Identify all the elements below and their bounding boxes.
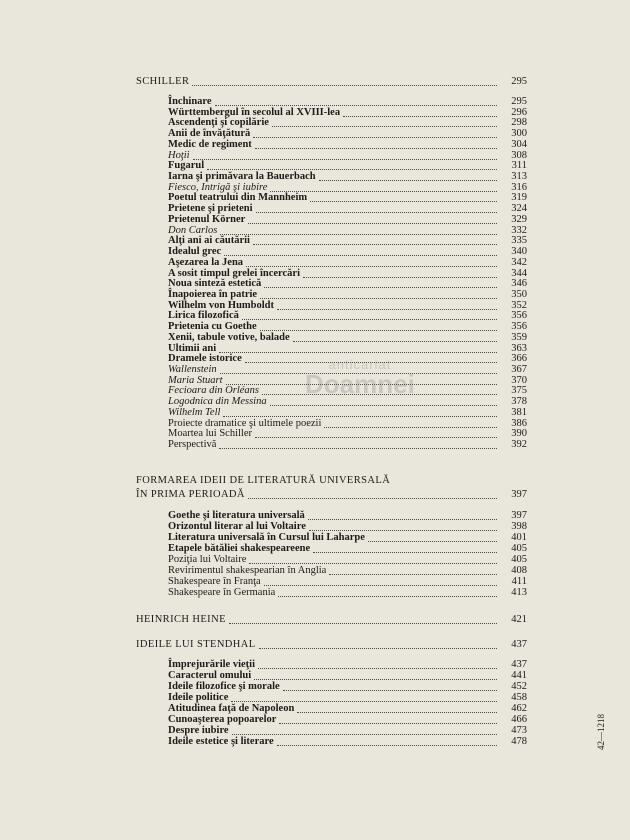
toc-entry-title: Cunoaşterea popoarelor (168, 714, 277, 725)
toc-entry-page: 313 (511, 171, 527, 182)
toc-entry-page: 411 (511, 576, 527, 587)
watermark-line1: anticariat (328, 357, 392, 372)
toc-entry-page: 311 (511, 160, 527, 171)
toc-entry-page: 397 (511, 510, 527, 521)
toc-entry-title: Idealul grec (168, 246, 222, 257)
toc-entry-page: 356 (511, 321, 527, 332)
toc-entry-title: Proiecte dramatice şi ultimele poezii (168, 418, 322, 429)
dot-leader (224, 255, 497, 256)
toc-entry-title: Ultimii ani (168, 343, 217, 354)
toc-entry-title: Fiesco, Intrigă şi iubire (168, 182, 268, 193)
toc-entry-title: Hoţii (168, 150, 190, 161)
toc-entry-page: 408 (511, 565, 527, 576)
toc-entry-page: 390 (511, 428, 527, 439)
toc-entry-title: Prietenia cu Goethe (168, 321, 257, 332)
toc-entry-page: 392 (511, 439, 527, 450)
section-title: FORMAREA IDEII DE LITERATURĂ UNIVERSALĂ (136, 475, 391, 486)
toc-entry-title: Noua sinteză estetică (168, 278, 262, 289)
dot-leader (207, 169, 497, 170)
dot-leader (279, 723, 497, 724)
toc-entry-page: 296 (511, 107, 527, 118)
toc-entry-page: 352 (511, 300, 527, 311)
toc-entry-title: Württembergul în secolul al XVIII-lea (168, 107, 341, 118)
dot-leader (343, 116, 497, 117)
dot-leader (246, 266, 497, 267)
toc-entry-title: Anii de învăţătură (168, 128, 251, 139)
dot-leader (260, 330, 497, 331)
toc-entry-title: Shakespeare în Germania (168, 587, 276, 598)
toc-entry-page: 359 (511, 332, 527, 343)
toc-entry-page: 405 (511, 543, 527, 554)
section-page-number: 295 (511, 76, 527, 87)
toc-entry-title: Despre iubire (168, 725, 229, 736)
toc-entry-page: 441 (511, 670, 527, 681)
toc-entry-title: A sosit timpul grelei încercări (168, 268, 301, 279)
toc-entry-title: Aşezarea la Jena (168, 257, 244, 268)
toc-entry-page: 381 (511, 407, 527, 418)
dot-leader (219, 352, 497, 353)
toc-entry-page: 335 (511, 235, 527, 246)
toc-entry-page: 298 (511, 117, 527, 128)
toc-entry-title: Perspectivă (168, 439, 217, 450)
dot-leader (229, 623, 497, 624)
dot-leader (249, 563, 497, 564)
dot-leader (255, 148, 497, 149)
toc-entry-page: 437 (511, 659, 527, 670)
toc-entry-title: Wilhelm von Humboldt (168, 300, 274, 311)
toc-entry-title: Goethe şi literatura universală (168, 510, 305, 521)
toc-entry-title: Moartea lui Schiller (168, 428, 252, 439)
toc-entry-page: 340 (511, 246, 527, 257)
toc-entry-title: Ideile estetice şi literare (168, 736, 274, 747)
toc-entry-page: 346 (511, 278, 527, 289)
dot-leader (297, 712, 497, 713)
toc-entry-page: 452 (511, 681, 527, 692)
toc-entry-page: 366 (511, 353, 527, 364)
dot-leader (277, 309, 497, 310)
section-title: IDEILE LUI STENDHAL (136, 639, 256, 650)
dot-leader (219, 448, 497, 449)
toc-entry-title: Ideile filozofice şi morale (168, 681, 280, 692)
dot-leader (310, 201, 497, 202)
section-page-number: 397 (511, 489, 527, 500)
section-title: HEINRICH HEINE (136, 614, 226, 625)
dot-leader (259, 648, 497, 649)
toc-entry-title: Fugarul (168, 160, 205, 171)
toc-entry-title: Etapele bătăliei shakespeareene (168, 543, 311, 554)
toc-entry-page: 401 (511, 532, 527, 543)
toc-entry-page: 478 (511, 736, 527, 747)
watermark-line2: Doamnei (305, 369, 415, 399)
toc-entry-title: Fecioara din Orléans (168, 385, 259, 396)
section-page-number: 421 (511, 614, 527, 625)
toc-entry-page: 413 (511, 587, 527, 598)
toc-entry-title: Orizontul literar al lui Voltaire (168, 521, 306, 532)
toc-entry-page: 375 (511, 385, 527, 396)
dot-leader (309, 530, 497, 531)
dot-leader (277, 745, 497, 746)
toc-entry-title: Xenii, tabule votive, balade (168, 332, 290, 343)
dot-leader (242, 319, 497, 320)
toc-entry-title: Prietenul Körner (168, 214, 246, 225)
dot-leader (223, 416, 497, 417)
dot-leader (368, 541, 497, 542)
toc-entry-page: 458 (511, 692, 527, 703)
dot-leader (272, 126, 497, 127)
section-title-continued: ÎN PRIMA PERIOADĂ (136, 489, 245, 500)
dot-leader (308, 519, 497, 520)
toc-entry-page: 324 (511, 203, 527, 214)
toc-entry-title: Închinare (168, 96, 212, 107)
toc-entry-page: 378 (511, 396, 527, 407)
dot-leader (215, 105, 497, 106)
dot-leader (248, 498, 497, 499)
dot-leader (255, 437, 497, 438)
dot-leader (319, 180, 497, 181)
dot-leader (264, 287, 497, 288)
dot-leader (193, 159, 497, 160)
section-page-number: 437 (511, 639, 527, 650)
dot-leader (260, 298, 497, 299)
toc-entry-page: 304 (511, 139, 527, 150)
dot-leader (270, 191, 497, 192)
toc-entry-title: Don Carlos (168, 225, 218, 236)
toc-entry-page: 466 (511, 714, 527, 725)
toc-entry-title: Poetul teatrului din Mannheim (168, 192, 308, 203)
printer-mark: 42—1218 (596, 714, 606, 750)
toc-entry-title: Caracterul omului (168, 670, 252, 681)
toc-entry-title: Wallenstein (168, 364, 217, 375)
dot-leader (278, 596, 497, 597)
toc-entry-page: 319 (511, 192, 527, 203)
toc-entry-title: Revirimentul shakespearian în Anglia (168, 565, 327, 576)
toc-entry-title: Literatura universală în Cursul lui Laharpe (168, 532, 365, 543)
toc-entry-page: 462 (511, 703, 527, 714)
dot-leader (329, 574, 497, 575)
dot-leader (231, 701, 497, 702)
toc-entry-page: 356 (511, 310, 527, 321)
toc-entry-title: Lirica filozofică (168, 310, 239, 321)
dot-leader (313, 552, 497, 553)
dot-leader (303, 277, 497, 278)
dot-leader (253, 244, 497, 245)
dot-leader (254, 679, 497, 680)
dot-leader (256, 212, 497, 213)
toc-entry-page: 332 (511, 225, 527, 236)
toc-entry-title: Împrejurările vieţii (168, 659, 255, 670)
dot-leader (258, 668, 497, 669)
toc-entry-title: Poziţia lui Voltaire (168, 554, 247, 565)
toc-entry-page: 370 (511, 375, 527, 386)
dot-leader (283, 690, 497, 691)
toc-entry-title: Maria Stuart (168, 375, 223, 386)
toc-entry-title: Logodnica din Messina (168, 396, 267, 407)
dot-leader (264, 585, 497, 586)
dot-leader (192, 85, 497, 86)
dot-leader (232, 734, 497, 735)
toc-entry-page: 300 (511, 128, 527, 139)
toc-entry-page: 308 (511, 150, 527, 161)
dot-leader (270, 405, 497, 406)
toc-entry-title: Wilhelm Tell (168, 407, 221, 418)
dot-leader (220, 234, 497, 235)
toc-entry-title: Alţi ani ai căutării (168, 235, 250, 246)
toc-entry-page: 405 (511, 554, 527, 565)
toc-entry-title: Iarna şi primăvara la Bauerbach (168, 171, 316, 182)
toc-entry-page: 316 (511, 182, 527, 193)
toc-entry-title: Ascendenţi şi copilărie (168, 117, 269, 128)
toc-entry-title: Medic de regiment (168, 139, 252, 150)
toc-entry-page: 344 (511, 268, 527, 279)
toc-entry-page: 329 (511, 214, 527, 225)
toc-entry-title: Prietene şi prieteni (168, 203, 253, 214)
toc-entry-title: Shakespeare în Franţa (168, 576, 261, 587)
watermark-logo (305, 358, 415, 397)
dot-leader (293, 341, 497, 342)
toc-entry-page: 350 (511, 289, 527, 300)
dot-leader (324, 427, 497, 428)
toc-entry-page: 367 (511, 364, 527, 375)
dot-leader (248, 223, 497, 224)
toc-entry-title: Atitudinea faţă de Napoleon (168, 703, 295, 714)
toc-entry-title: Ideile politice (168, 692, 229, 703)
toc-entry-title: Dramele istorice (168, 353, 242, 364)
toc-entry-title: Înapoierea în patrie (168, 289, 258, 300)
toc-entry-page: 363 (511, 343, 527, 354)
dot-leader (253, 137, 497, 138)
toc-entry-page: 473 (511, 725, 527, 736)
toc-entry-page: 398 (511, 521, 527, 532)
toc-entry-page: 295 (511, 96, 527, 107)
section-title: SCHILLER (136, 76, 190, 87)
toc-entry-page: 386 (511, 418, 527, 429)
toc-entry-page: 342 (511, 257, 527, 268)
